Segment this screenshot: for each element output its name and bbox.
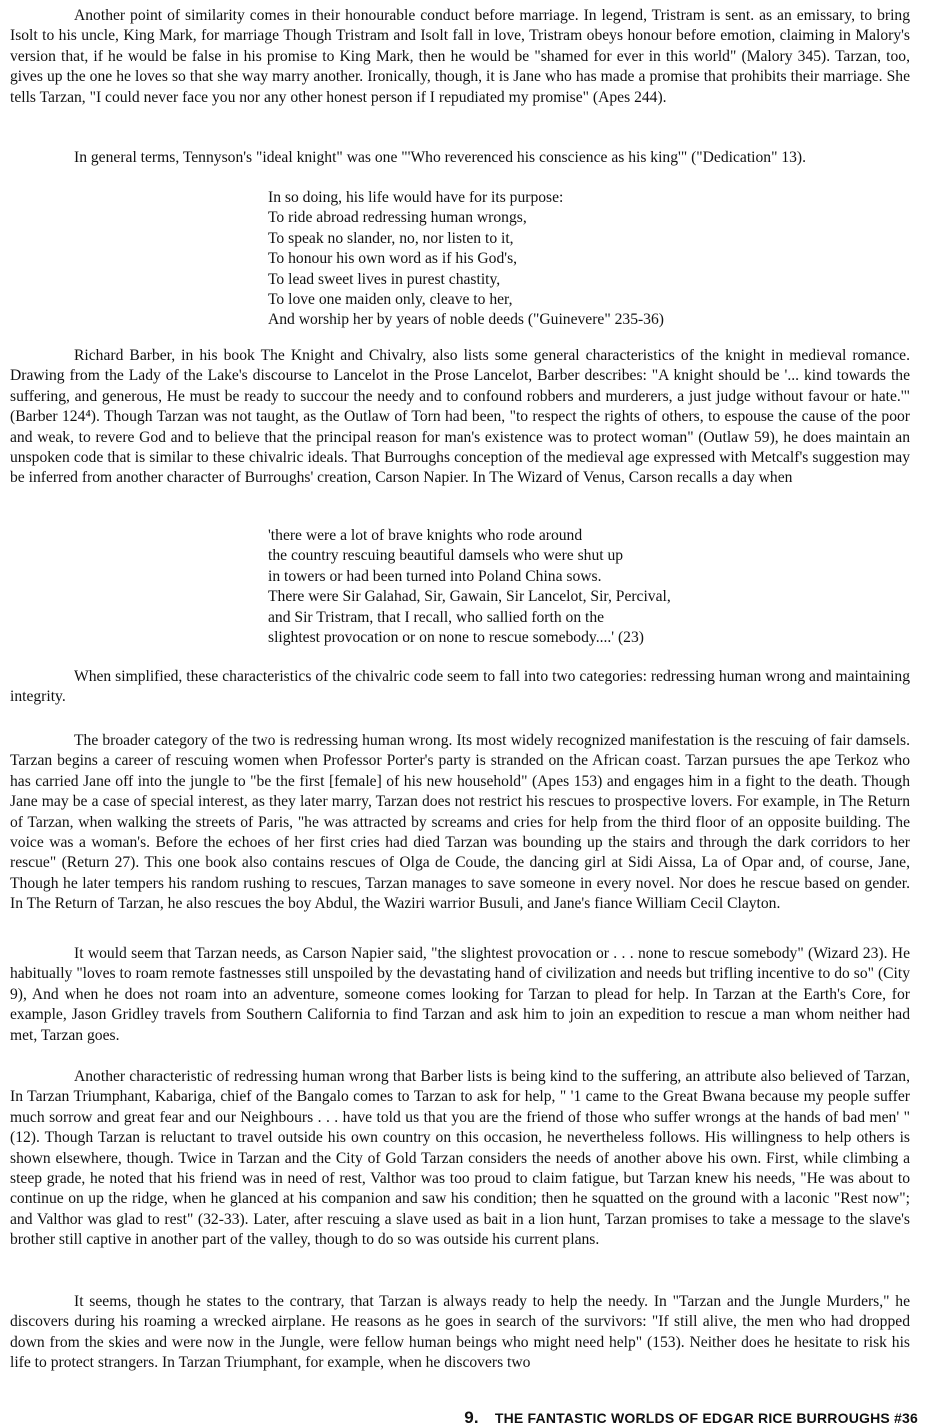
paragraph-redressing-human-wrong: The broader category of the two is redressing human wrong. Its most widely recognized manifestation is the rescuing of fair damsels. Tarzan begins a career of rescuing women when Professor Porter's party is stranded on the African coast. Tarzan pursues the ape Terkoz who has carried Jane off into the jungle to "be the first [female] of his new household" (Apes 153) and engages him in a fight to the death. Though Jane may be a case of special interest, as they later marry, Tarzan does not restrict his rescues to prospective lovers. For example, in The Return of Tarzan, when walking the streets of Paris, "he was attracted by screams and cries for help from the third floor of an opposite building. The voice was a woman's. Before the echoes of her first cries had died Tarzan was bounding up the stairs and through the dark corridors to her rescue" (Return 27). This one book also contains rescues of Olga de Coude, the dancing girl at Sidi Aissa, La of Opar and, of course, Jane, Though he later tempers his random rushing to rescues, Tarzan manages to save someone in every novel. Nor does he rescue based on gender. In The Return of Tarzan, he also rescues the boy Abdul, the Waziri warrior Busuli, and Jane's fiance William Cecil Clayton. — [10, 732, 910, 913]
verse-line: In so doing, his life would have for its purpose: — [268, 189, 564, 206]
verse-quote-guinevere — [268, 188, 828, 331]
verse-line: the country rescuing beautiful damsels who were shut up — [268, 547, 624, 565]
verse-line: And worship her by years of noble deeds ("Guinevere" 235-36) — [268, 311, 664, 329]
verse-line: and Sir Tristram, that I recall, who sallied forth on the — [268, 608, 605, 626]
verse-line: in towers or had been turned into Poland China sows. — [268, 567, 602, 585]
verse-line: 'there were a lot of brave knights who rode around — [268, 527, 583, 544]
verse-line: To lead sweet lives in purest chastity, — [268, 270, 501, 288]
verse-line: To love one maiden only, cleave to her, — [268, 291, 513, 309]
paragraph-two-categories: When simplified, these characteristics of the chivalric code seem to fall into two categories: redressing human wrong and maintaining integrity. — [10, 668, 910, 706]
paragraph-help-the-needy: It seems, though he states to the contrary, that Tarzan is always ready to help the needy. In "Tarzan and the Jungle Murders," he discovers during his roaming a wrecked airplane. He reasons as he goes in search of the survivors: "If still alive, the men who had dropped down from the skies and were now in the Jungle, were fellow human beings who might need help" (153). Neither does he hesitate to risk his life to protect strangers. In Tarzan Triumphant, for example, when he discovers two — [10, 1293, 910, 1372]
paragraph-ideal-knight: In general terms, Tennyson's "ideal knight" was one "'Who reverenced his conscience as his king'" ("Dedication" 13). — [74, 149, 807, 166]
verse-line: There were Sir Galahad, Sir, Gawain, Sir Lancelot, Sir, Percival, — [268, 588, 671, 606]
verse-line: To honour his own word as if his God's, — [268, 250, 518, 268]
paragraph-slightest-provocation: It would seem that Tarzan needs, as Carson Napier said, "the slightest provocation or . . . none to rescue somebody" (Wizard 23). He habitually "loves to roam remote fastnesses still unspoiled by the devastating hand of civilization and needs but trifling incentive to do so" (City 9), And when he does not roam into an adventure, someone comes looking for Tarzan to plead for help. In Tarzan at the Earth's Core, for example, Jason Gridley travels from Southern California to find Tarzan and ask him to join an expedition to rescue a man whom neither had met, Tarzan goes. — [10, 945, 910, 1044]
verse-line: slightest provocation or on none to rescue somebody....' (23) — [268, 629, 644, 647]
paragraph-barber-knight-chivalry: Richard Barber, in his book The Knight and Chivalry, also lists some general characteristics of the knight in medieval romance. Drawing from the Lady of the Lake's discourse to Lancelot in the Prose Lancelot, Barber describes: "A knight should be '... kind towards the suffering, and generous, He must be ready to succour the needy and to confound robbers and murderers, a just judge without favour or hate.'" (Barber 124⁴). Though Tarzan was not taught, as the Outlaw of Torn had been, "to respect the rights of others, to espouse the cause of the poor and weak, to revere God and to believe that the principal reason for man's existence was to protect woman" (Outlaw 59), he does maintain an unspoken code that is similar to these chivalric ideals. That Burroughs conception of the medieval age expressed with Metcalf's suggestion may be inferred from another character of Burroughs' creation, Carson Napier. In The Wizard of Venus, Carson recalls a day when — [10, 347, 910, 487]
paragraph-honourable-conduct: Another point of similarity comes in their honourable conduct before marriage. In legend, Tristram is sent. as an emissary, to bring Isolt to his uncle, King Mark, for marriage Though Tristram and Isolt fall in love, Tristram obeys honour before emotion, claiming in Malory's version that, if he would be false in his promise to King Mark, then he would be "shamed for ever in this world" (Malory 345). Tarzan, too, gives up the one he loves so that she way marry another. Ironically, though, it is Jane who has made a promise that prohibits their marriage. She tells Tarzan, "I could never face you nor any other honest person if I repudiated my promise" (Apes 244). — [10, 7, 910, 106]
paragraph-kind-to-suffering: Another characteristic of redressing human wrong that Barber lists is being kind to the suffering, an attribute also believed of Tarzan, In Tarzan Triumphant, Kabariga, chief of the Bangalo comes to Tarzan to ask for help, " '1 came to the Great Bwana because my people suffer much sorrow and great fear and our Neighbours . . . have told us that you are the friend of those who suffer wrongs at the hands of bad men' " (12). Though Tarzan is reluctant to travel outside his own country on this occasion, he nevertheless follows. His willingness to help others is shown elsewhere, though. Twice in Tarzan and the City of Gold Tarzan considers the needs of another above his own. First, while climbing a steep grade, he noted that his friend was in need of rest, Valthor was too proud to claim fatigue, but Tarzan knew his needs, "He was about to continue on up the ridge, when he glanced at his companion and saw his condition; then he squatted on the ground with a laconic "Rest now"; and Valthor was glad to rest" (32-33). Later, after rescuing a slave used as bait in a lion hunt, Tarzan promises to take a message to the slave's brother still captive in another part of the valley, though to do so was outside his current plans. — [10, 1068, 910, 1249]
verse-quote-wizard-of-venus — [268, 526, 828, 648]
publication-title: THE FANTASTIC WORLDS OF EDGAR RICE BURROUGHS #36 — [494, 1410, 918, 1426]
page-number: 9. — [464, 1408, 479, 1427]
page-footer — [464, 1408, 918, 1428]
verse-line: To ride abroad redressing human wrongs, — [268, 209, 527, 227]
verse-line: To speak no slander, no, nor listen to it, — [268, 229, 514, 247]
